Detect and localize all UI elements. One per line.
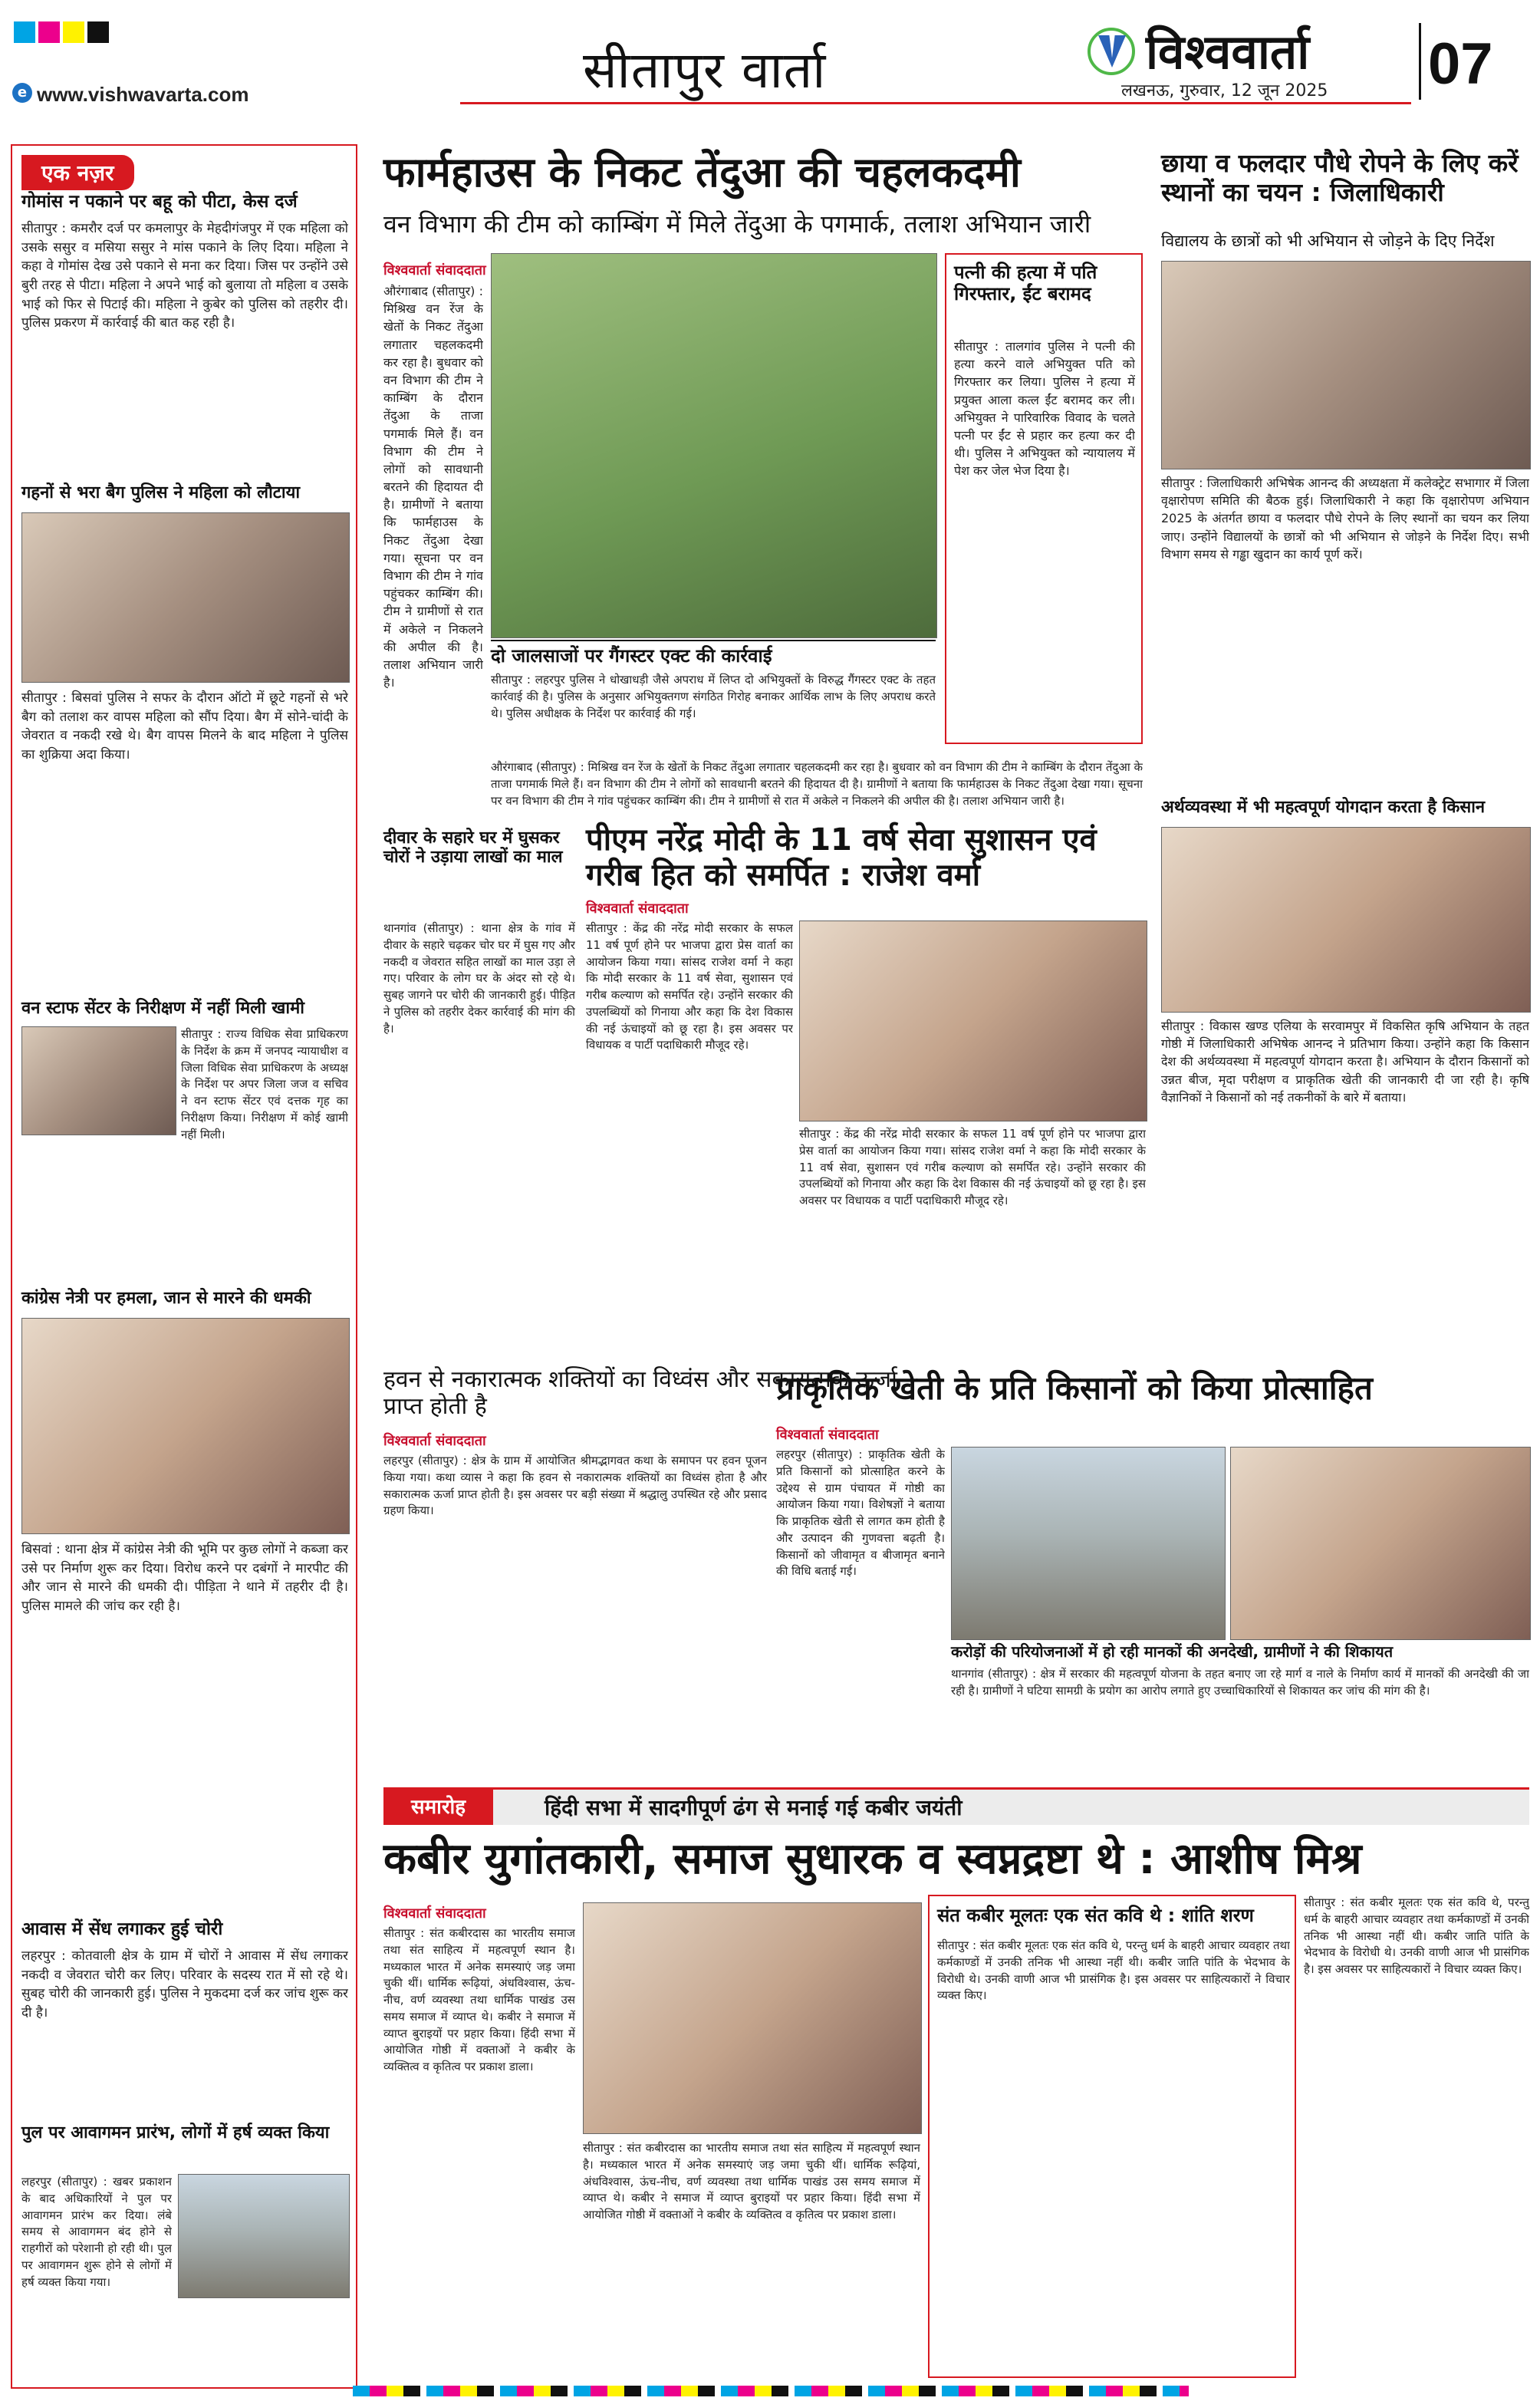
gangster-headline: दो जालसाजों पर गैंगस्टर एक्ट की कार्रवाई bbox=[491, 645, 772, 667]
section-title-rule bbox=[460, 102, 1411, 104]
road-project-photo bbox=[951, 1447, 1226, 1640]
logo-icon bbox=[1088, 28, 1135, 75]
organic-body: लहरपुर (सीतापुर) : प्राकृतिक खेती के प्रति किसानों को प्रोत्साहित करने के उद्देश्य से ग्राम पंचायत में गोष्ठी का आयोजन किया गया। विशेषज्ञों ने बताया कि प्राकृतिक खेती से लागत कम होती है और उत्पादन की गुणवत्ता बढ़ती है। किसानों को जीवामृत व बीजामृत बनाने की विधि बताई गई। bbox=[776, 1448, 945, 1579]
samaroh-band bbox=[383, 1787, 1529, 1825]
congress-meeting-photo bbox=[21, 1318, 350, 1534]
wife-murder-box bbox=[945, 253, 1143, 744]
website-url[interactable]: www.vishwavarta.com bbox=[37, 83, 249, 106]
left-column bbox=[11, 144, 357, 2389]
havan-headline: हवन से नकारात्मक शक्तियों का विध्वंस और सकारात्मक ऊर्जा प्राप्त होती है bbox=[383, 1366, 897, 1420]
story-headline: गहनों से भरा बैग पुलिस ने महिला को लौटाया bbox=[21, 483, 301, 502]
page-number-divider bbox=[1419, 23, 1421, 100]
story-body: सीतापुर : कमरौर दर्ज पर कमलापुर के मेहदीगंजपुर में एक महिला को उसके ससुर व मसिया ससुर ने मांस पकाने के लिए दिया। महिला ने कहा वे गोमांस देख उसे पकाने से मना कर दिया। जिस पर उन्होंने उसे बुरी तरह से पीटा। महिला ने अपने भाई को बुलाया तो महिला व उसके भाई को फिर से पिटाई की। महिला ने कुबेर को पुलिस को तहरीर दी। पुलिस प्रकरण में कार्रवाई की बात कह रही है। bbox=[21, 221, 348, 331]
press-conference-photo bbox=[799, 921, 1147, 1121]
story-headline: वन स्टाफ सेंटर के निरीक्षण में नहीं मिली खामी bbox=[21, 999, 304, 1018]
theft-headline: दीवार के सहारे घर में घुसकर चोरों ने उड़ाया लाखों का माल bbox=[383, 828, 563, 868]
dateline: लखनऊ, गुरुवार, 12 जून 2025 bbox=[1121, 81, 1328, 100]
lead-headline: फार्महाउस के निकट तेंदुआ की चहलकदमी bbox=[383, 148, 1021, 196]
byline: विश्ववार्ता संवाददाता bbox=[383, 1433, 486, 1449]
ek-nazar-label: एक नज़र bbox=[21, 155, 134, 190]
farmer-body: सीतापुर : विकास खण्ड एलिया के सरवामपुर में विकसित कृषि अभियान के तहत गोष्ठी में जिलाधिकारी अभिषेक आनन्द ने प्रतिभाग किया। उन्होंने कहा कि किसान देश की अर्थव्यवस्था में महत्वपूर्ण योगदान करता है। अभियान के दौरान किसानों को उन्नत बीज, मृदा परीक्षण व प्राकृतिक खेती की जानकारी दी जा रही है। कृषि वैज्ञानिकों ने किसानों को नई तकनीकों के बारे में बताया। bbox=[1161, 1019, 1529, 1105]
kabir-side-body: सीतापुर : संत कबीर मूलतः एक संत कवि थे, परन्तु धर्म के बाहरी आचार व्यवहार तथा कर्मकाण्डों में उनकी तनिक भी आस्था नहीं थी। कबीर जाति पांति के भेदभाव के विरोधी थे। उनकी वाणी आज भी प्रासंगिक है। इस अवसर पर साहित्यकारों ने विचार व्यक्त किए। bbox=[937, 1938, 1290, 2003]
police-bag-photo bbox=[21, 512, 350, 683]
masthead bbox=[0, 0, 1540, 115]
road-body: थानगांव (सीतापुर) : क्षेत्र में सरकार की महत्वपूर्ण योजना के तहत बनाए जा रहे मार्ग व नाले के निर्माण कार्य में मानकों की अनदेखी की जा रही है। ग्रामीणों ने घटिया सामग्री के प्रयोग का आरोप लगाते हुए उच्चाधिकारियों से शिकायत कर जांच की मांग की है। bbox=[951, 1667, 1529, 1698]
page-number: 07 bbox=[1428, 31, 1493, 97]
globe-icon: e bbox=[12, 83, 32, 103]
kabir-side-box bbox=[928, 1895, 1296, 2378]
story-body: सीतापुर : बिसवां पुलिस ने सफर के दौरान ऑटो में छूटे गहनों से भरे बैग को तलाश कर वापस महिला को सौंप दिया। बैग में सोने-चांदी के जेवरात व नकदी रखे थे। बैग वापस मिलने के बाद महिला ने पुलिस का शुक्रिया अदा किया। bbox=[21, 690, 348, 762]
modi-body-continued: सीतापुर : केंद्र की नरेंद्र मोदी सरकार के सफल 11 वर्ष पूर्ण होने पर भाजपा द्वारा प्रेस वार्ता का आयोजन किया गया। सांसद राजेश वर्मा ने कहा कि मोदी सरकार के 11 वर्ष सेवा, सुशासन एवं गरीब कल्याण को समर्पित रहे। उन्होंने सरकार की उपलब्धियों को गिनाया और कहा कि देश विकास की नई ऊंचाइयों को छू रहा है। इस अवसर पर विधायक व पार्टी पदाधिकारी मौजूद रहे। bbox=[799, 1127, 1146, 1207]
lead-continued: औरंगाबाद (सीतापुर) : मिश्रिख वन रेंज के खेतों के निकट तेंदुआ लगातार चहलकदमी कर रहा है। बुधवार को वन विभाग की टीम ने काम्बिंग के दौरान तेंदुआ के ताजा पगमार्क मिले हैं। वन विभाग की टीम ने लोगों को सावधानी बरतने की हिदायत दी है। ग्रामीणों ने बताया कि फार्महाउस के निकट तेंदुआ देखा गया। सूचना पर वन विभाग की टीम ने गांव पहुंचकर काम्बिंग की। टीम ने ग्रामीणों से रात में अकेले न निकलने की अपील की है। तलाश अभियान जारी है। bbox=[491, 760, 1143, 808]
wife-murder-body: सीतापुर : तालगांव पुलिस ने पत्नी की हत्या करने वाले अभियुक्त पति को गिरफ्तार कर लिया। पुलिस ने हत्या में प्रयुक्त आला कत्ल ईंट बरामद कर ली। अभियुक्त ने पारिवारिक विवाद के चलते पत्नी पर ईंट से प्रहार कर हत्या कर दी थी। पुलिस ने अभियुक्त को न्यायालय में पेश कर जेल भेज दिया है। bbox=[954, 339, 1135, 479]
gangster-body: सीतापुर : लहरपुर पुलिस ने धोखाधड़ी जैसे अपराध में लिप्त दो अभियुक्तों के विरुद्ध गैंगस्टर एक्ट के तहत कार्रवाई की है। पुलिस के अनुसार अभियुक्तगण संगठित गिरोह बनाकर आर्थिक लाभ के लिए अपराध करते थे। पुलिस अधीक्षक के निर्देश पर कार्रवाई की गई। bbox=[491, 673, 936, 720]
samaroh-label: समारोह bbox=[383, 1790, 493, 1825]
kabir-jayanti-photo bbox=[583, 1902, 922, 2134]
section-title: सीतापुर वार्ता bbox=[583, 41, 827, 100]
photo-caption-rule bbox=[491, 640, 936, 641]
byline: विश्ववार्ता संवाददाता bbox=[776, 1427, 879, 1443]
farmer-goshthi-photo bbox=[1161, 827, 1531, 1013]
byline: विश्ववार्ता संवाददाता bbox=[383, 1905, 486, 1922]
lead-body: औरंगाबाद (सीतापुर) : मिश्रिख वन रेंज के खेतों के निकट तेंदुआ लगातार चहलकदमी कर रहा है। बुधवार को वन विभाग की टीम ने काम्बिंग के दौरान तेंदुआ के ताजा पगमार्क मिले हैं। वन विभाग की टीम ने लोगों को सावधानी बरतने की हिदायत दी है। ग्रामीणों ने बताया कि फार्महाउस के निकट तेंदुआ देखा गया। सूचना पर वन विभाग की टीम ने गांव पहुंचकर काम्बिंग की। टीम ने ग्रामीणों से रात में अकेले न निकलने की अपील की है। तलाश अभियान जारी है। bbox=[383, 284, 483, 690]
kabir-side-headline: संत कबीर मूलतः एक संत कवि थे : शांति शरण bbox=[937, 1905, 1254, 1926]
havan-body: लहरपुर (सीतापुर) : क्षेत्र के ग्राम में आयोजित श्रीमद्भागवत कथा के समापन पर हवन पूजन किया गया। कथा व्यास ने कहा कि हवन से नकारात्मक शक्तियों का विध्वंस होता है और सकारात्मक ऊर्जा प्राप्त होती है। इस अवसर पर बड़ी संख्या में श्रद्धालु उपस्थित रहे और प्रसाद ग्रहण किया। bbox=[383, 1454, 767, 1518]
bridge-road-photo bbox=[178, 2174, 350, 2298]
story-headline: आवास में सेंध लगाकर हुई चोरी bbox=[21, 1919, 223, 1939]
brand-name: विश्ववार्ता bbox=[1146, 24, 1310, 80]
byline: विश्ववार्ता संवाददाता bbox=[586, 901, 689, 917]
modi-headline: पीएम नरेंद्र मोदी के 11 वर्ष सेवा सुशासन एवं गरीब हित को समर्पित : राजेश वर्मा bbox=[586, 822, 1097, 893]
theft-body: थानगांव (सीतापुर) : थाना क्षेत्र के गांव में दीवार के सहारे चढ़कर चोर घर में घुस गए और नकदी व जेवरात सहित लाखों का माल उड़ा ले गए। परिवार के लोग घर के अंदर सो रहे थे। सुबह जागने पर चोरी की जानकारी हुई। पीड़ित ने पुलिस को तहरीर देकर कार्रवाई की मांग की है। bbox=[383, 921, 575, 1036]
kabir-body-continued: सीतापुर : संत कबीरदास का भारतीय समाज तथा संत साहित्य में महत्वपूर्ण स्थान है। मध्यकाल भारत में अनेक समस्याएं जड़ जमा चुकी थीं। धार्मिक रूढ़ियां, अंधविश्वास, ऊंच-नीच, वर्ण व्यवस्था तथा धार्मिक पाखंड उस समय समाज में व्याप्त थे। कबीर ने समाज में व्याप्त बुराइयों पर प्रहार किया। हिंदी सभा में आयोजित गोष्ठी में वक्ताओं ने कबीर के व्यक्तित्व व कृतित्व पर प्रकाश डाला। bbox=[583, 2141, 920, 2222]
kabir-body: सीतापुर : संत कबीरदास का भारतीय समाज तथा संत साहित्य में महत्वपूर्ण स्थान है। मध्यकाल भारत में अनेक समस्याएं जड़ जमा चुकी थीं। धार्मिक रूढ़ियां, अंधविश्वास, ऊंच-नीच, वर्ण व्यवस्था तथा धार्मिक पाखंड उस समय समाज में व्याप्त थे। कबीर ने समाज में व्याप्त बुराइयों पर प्रहार किया। हिंदी सभा में आयोजित गोष्ठी में वक्ताओं ने कबीर के व्यक्तित्व व कृतित्व पर प्रकाश डाला। bbox=[383, 1926, 575, 2073]
story-headline: कांग्रेस नेत्री पर हमला, जान से मारने की धमकी bbox=[21, 1289, 311, 1308]
story-headline: पुल पर आवागमन प्रारंभ, लोगों में हर्ष व्यक्त किया bbox=[21, 2123, 330, 2142]
modi-body: सीतापुर : केंद्र की नरेंद्र मोदी सरकार के सफल 11 वर्ष पूर्ण होने पर भाजपा द्वारा प्रेस वार्ता का आयोजन किया गया। सांसद राजेश वर्मा ने कहा कि मोदी सरकार के 11 वर्ष सेवा, सुशासन एवं गरीब कल्याण को समर्पित रहे। उन्होंने सरकार की उपलब्धियों को गिनाया और कहा कि देश विकास की नई ऊंचाइयों को छू रहा है। इस अवसर पर विधायक व पार्टी पदाधिकारी मौजूद रहे। bbox=[586, 921, 793, 1052]
road-caption: करोड़ों की परियोजनाओं में हो रही मानकों की अनदेखी, ग्रामीणों ने की शिकायत bbox=[951, 1642, 1394, 1661]
kabir-right-body: सीतापुर : संत कबीर मूलतः एक संत कवि थे, परन्तु धर्म के बाहरी आचार व्यवहार तथा कर्मकाण्डों में उनकी तनिक भी आस्था नहीं थी। कबीर जाति पांति के भेदभाव के विरोधी थे। उनकी वाणी आज भी प्रासंगिक है। इस अवसर पर साहित्यकारों ने विचार व्यक्त किए। bbox=[1304, 1895, 1529, 1976]
story-body: लहरपुर (सीतापुर) : खबर प्रकाशन के बाद अधिकारियों ने पुल पर आवागमन प्रारंभ कर दिया। लंबे समय से आवागमन बंद होने से राहगीरों को परेशानी हो रही थी। पुल पर आवागमन शुरू होने से लोगों में हर्ष व्यक्त किया गया। bbox=[21, 2175, 172, 2289]
organic-meeting-photo bbox=[1230, 1447, 1531, 1640]
story-body: सीतापुर : राज्य विधिक सेवा प्राधिकरण के निर्देश के क्रम में जनपद न्यायाधीश व जिला विधिक सेवा प्राधिकरण के अध्यक्ष के निर्देश पर अपर जिला जज व सचिव ने वन स्टाफ सेंटर एवं दत्तक गृह का निरीक्षण किया। निरीक्षण में कोई खामी नहीं मिली। bbox=[181, 1027, 348, 1141]
byline: विश्ववार्ता संवाददाता bbox=[383, 262, 486, 278]
story-body: बिसवां : थाना क्षेत्र में कांग्रेस नेत्री की भूमि पर कुछ लोगों ने कब्जा कर उसे पर निर्माण शुरू कर दिया। विरोध करने पर दबंगों ने मारपीट की और जान से मारने की धमकी दी। पीड़िता ने थाने में तहरीर दी है। पुलिस मामले की जांच कर रही है। bbox=[21, 1542, 348, 1614]
farmer-headline: अर्थव्यवस्था में भी महत्वपूर्ण योगदान करता है किसान bbox=[1161, 798, 1486, 817]
leopard-search-photo bbox=[491, 253, 937, 638]
tree-body: सीतापुर : जिलाधिकारी अभिषेक आनन्द की अध्यक्षता में कलेक्ट्रेट सभागार में जिला वृक्षारोपण समिति की बैठक हुई। जिलाधिकारी ने कहा कि वृक्षारोपण अभियान 2025 के अंतर्गत छाया व फलदार पौधे रोपने के लिए स्थानों का चयन कर लिया जाए। उन्होंने विद्यालयों के छात्रों को भी अभियान से जोड़ने के निर्देश दिए। सभी विभाग समय से गड्ढा खुदान का कार्य पूर्ण करें। bbox=[1161, 476, 1529, 562]
dm-meeting-photo bbox=[1161, 261, 1531, 469]
footer-colorbar bbox=[353, 2386, 1189, 2396]
samaroh-strap: हिंदी सभा में सादगीपूर्ण ढंग से मनाई गई कबीर जयंती bbox=[545, 1795, 962, 1820]
wife-murder-headline: पत्नी की हत्या में पति गिरफ्तार, ईंट बरामद bbox=[954, 262, 1097, 305]
tree-headline: छाया व फलदार पौधे रोपने के लिए करें स्थानों का चयन : जिलाधिकारी bbox=[1161, 148, 1519, 207]
organic-headline: प्राकृतिक खेती के प्रति किसानों को किया प्रोत्साहित bbox=[776, 1369, 1373, 1407]
lead-subheadline: वन विभाग की टीम को काम्बिंग में मिले तेंदुआ के पगमार्क, तलाश अभियान जारी bbox=[383, 209, 1091, 239]
kabir-headline: कबीर युगांतकारी, समाज सुधारक व स्वप्नद्रष्टा थे : आशीष मिश्र bbox=[383, 1834, 1362, 1884]
story-headline: गोमांस न पकाने पर बहू को पीटा, केस दर्ज bbox=[21, 192, 298, 212]
tree-subheadline: विद्यालय के छात्रों को भी अभियान से जोड़ने के दिए निर्देश bbox=[1161, 232, 1495, 250]
staff-center-photo bbox=[21, 1026, 176, 1135]
story-body: लहरपुर : कोतवाली क्षेत्र के ग्राम में चोरों ने आवास में सेंध लगाकर नकदी व जेवरात चोरी कर लिए। परिवार के सदस्य रात में सो रहे थे। सुबह चोरी की जानकारी हुई। पुलिस ने मुकदमा दर्ज कर जांच शुरू कर दी है। bbox=[21, 1948, 348, 2021]
